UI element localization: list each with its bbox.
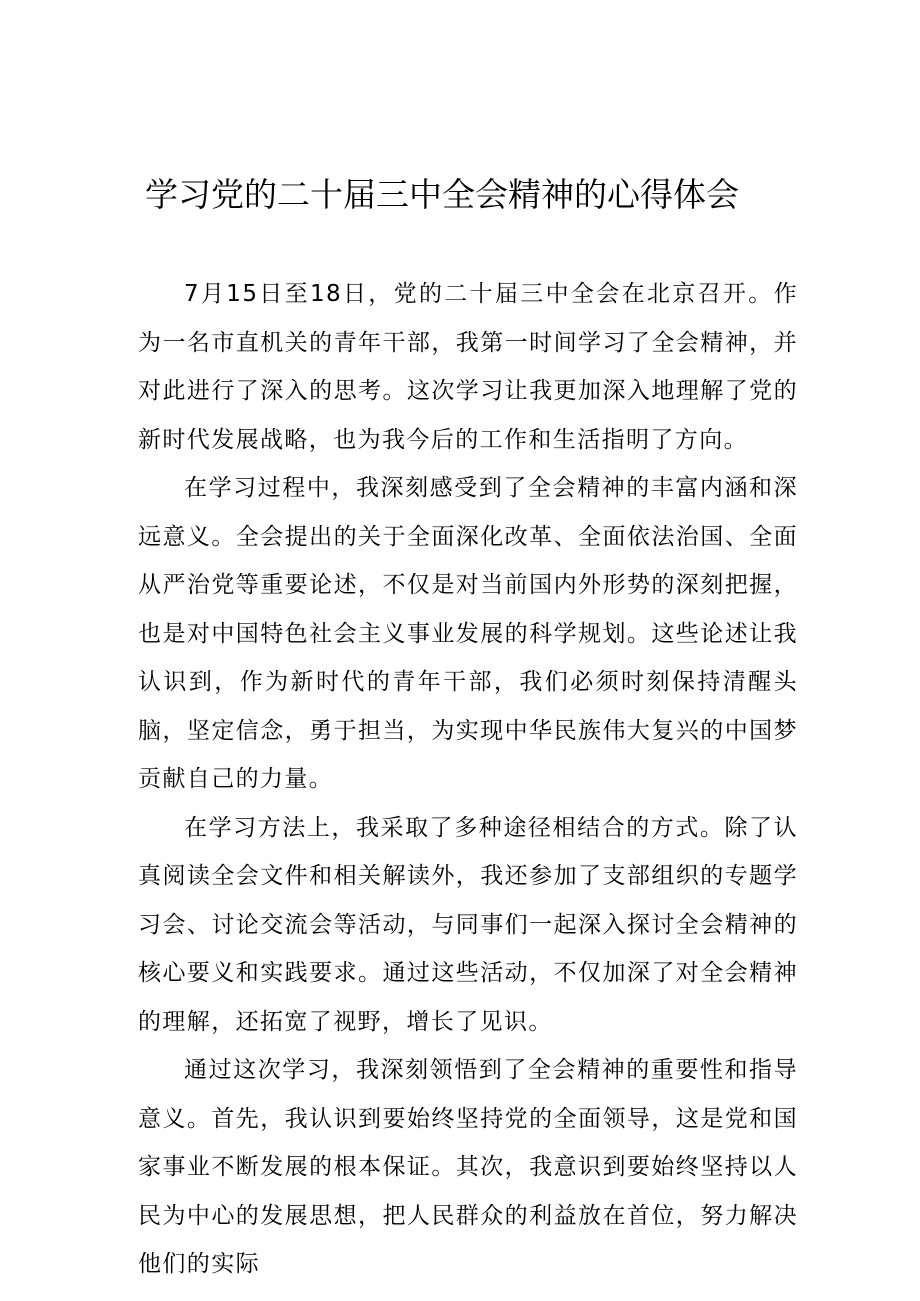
paragraph-2: 在学习过程中，我深刻感受到了全会精神的丰富内涵和深远意义。全会提出的关于全面深化改革、全面依法治国、全面从严治党等重要论述，不仅是对当前国内外形势的深刻把握，也是对中国特色社会主义事业发展的科学规划。这些论述让我认识到，作为新时代的青年干部，我们必须时刻保持清醒头脑，坚定信念，勇于担当，为实现中华民族伟大复兴的中国梦贡献自己的力量。 — [138, 475, 798, 792]
paragraph-4: 通过这次学习，我深刻领悟到了全会精神的重要性和指导意义。首先，我认识到要始终坚持党的全面领导，这是党和国家事业不断发展的根本保证。其次，我意识到要始终坚持以人民为中心的发展思想，把人民群众的利益放在首位，努力解决他们的实际 — [138, 1057, 798, 1277]
paragraph-3: 在学习方法上，我采取了多种途径相结合的方式。除了认真阅读全会文件和相关解读外，我还参加了支部组织的专题学习会、讨论交流会等活动，与同事们一起深入探讨全会精神的核心要义和实践要求。通过这些活动，不仅加深了对全会精神的理解，还拓宽了视野，增长了见识。 — [138, 814, 798, 1035]
document-title: 学习党的二十届三中全会精神的心得体会 — [145, 175, 739, 214]
paragraph-1: 7月15日至18日，党的二十届三中全会在北京召开。作为一名市直机关的青年干部，我第一时间学习了全会精神，并对此进行了深入的思考。这次学习让我更加深入地理解了党的新时代发展战略，也为我今后的工作和生活指明了方向。 — [138, 281, 798, 453]
document-body — [138, 270, 798, 1289]
